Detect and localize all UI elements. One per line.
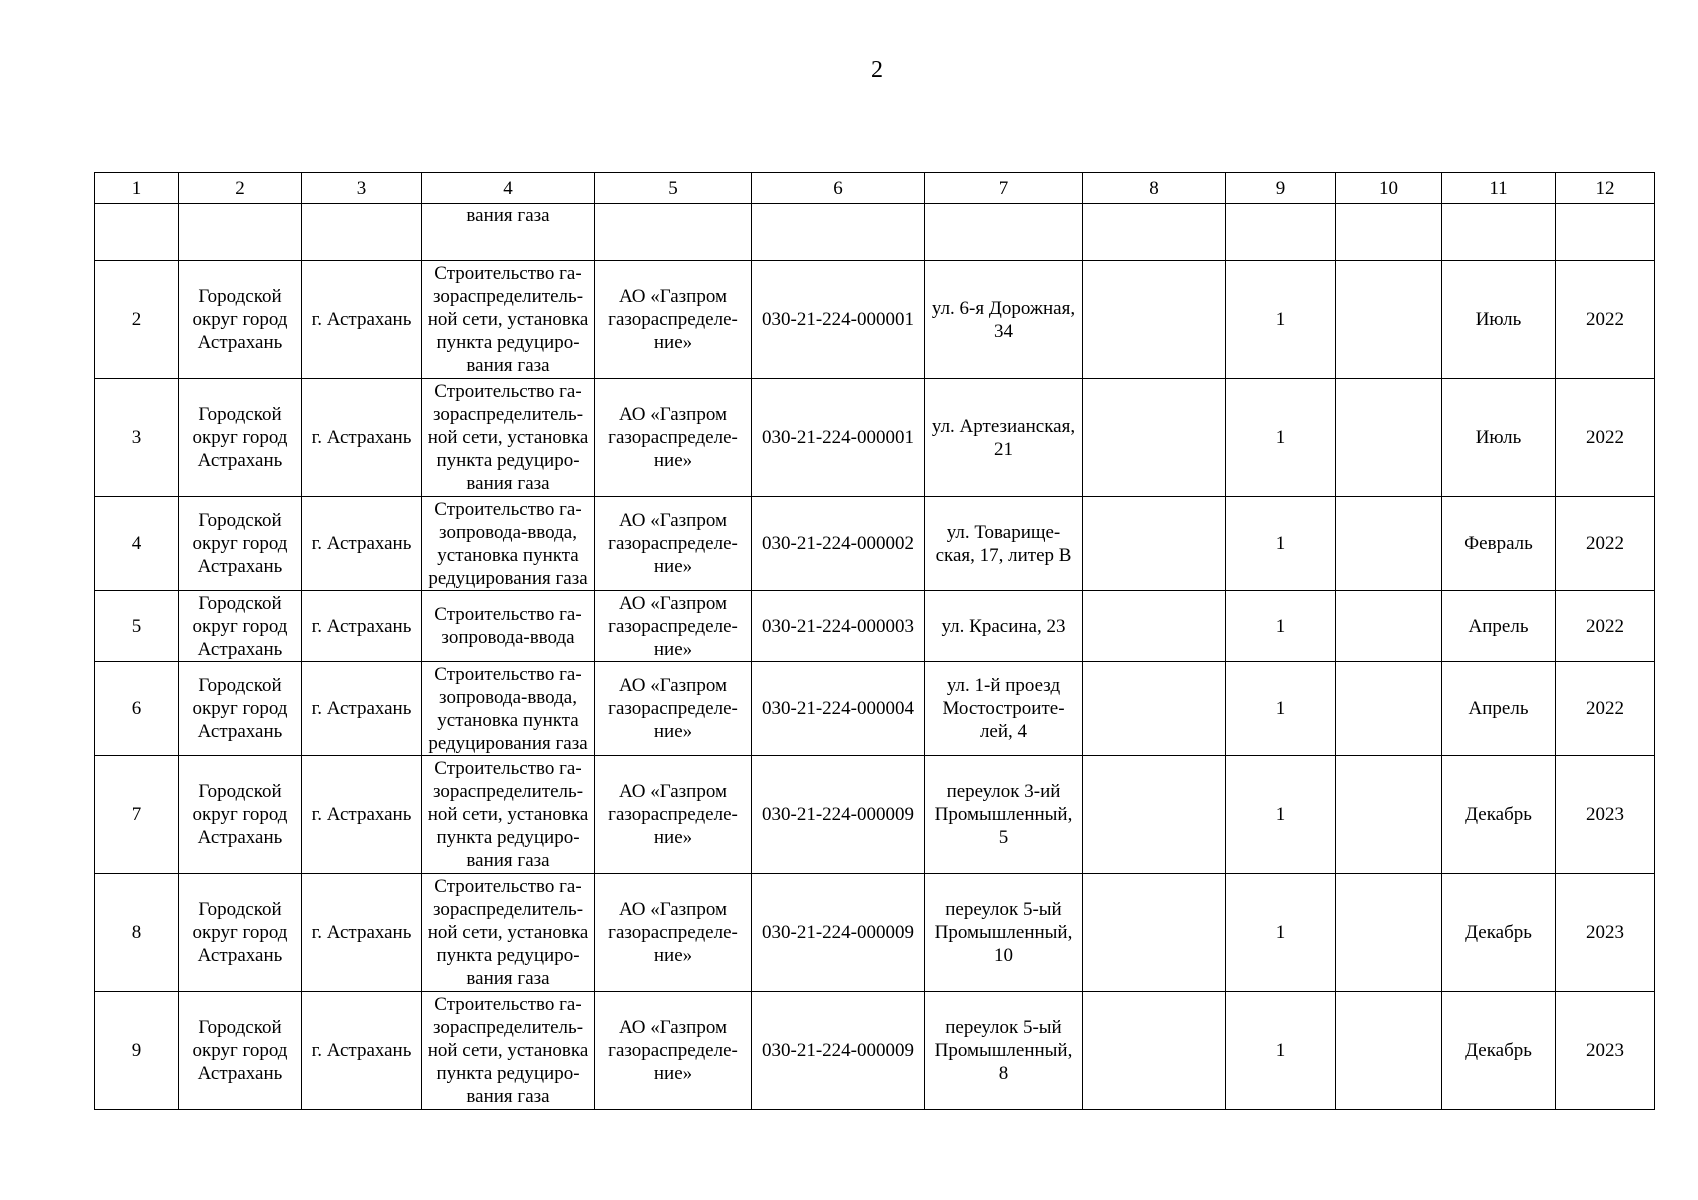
month-cell [1442,591,1556,662]
district-cell [179,662,302,756]
object-code-cell [752,874,925,992]
month-cell [1442,379,1556,497]
district-cell-text: Городской округ город Астрахань [192,510,288,577]
row-number-cell [95,756,179,874]
table-cell [752,204,925,261]
address-cell [925,591,1083,662]
district-cell [179,497,302,591]
work-description-cell [422,261,595,379]
city-cell [302,497,422,591]
work-description-cell [422,591,595,662]
row-number-cell [95,591,179,662]
organization-cell [595,874,752,992]
city-cell-text: г. Астрахань [311,615,412,637]
month-cell-text: Июль [1475,427,1522,448]
organization-cell-text: АО «Газпром газораспределе- ние» [608,781,738,848]
organization-cell [595,379,752,497]
continuation-row [95,204,1655,261]
column-number: 5 [595,173,752,204]
organization-cell-text: АО «Газпром газораспределе- ние» [608,899,738,966]
city-cell [302,874,422,992]
object-code-cell-text: 030-21-224-000004 [762,698,914,719]
work-description-cell [422,992,595,1110]
gas-objects-table [94,172,1655,1110]
column-number: 3 [302,173,422,204]
table-cell [1083,204,1226,261]
row-number-cell [95,992,179,1110]
row-number-cell-text: 2 [131,309,142,330]
district-cell [179,261,302,379]
city-cell [302,379,422,497]
column-10-cell [1336,591,1442,662]
organization-cell-text: АО «Газпром газораспределе- ние» [608,286,738,353]
table-row [95,756,1655,874]
district-cell-text: Городской округ город Астрахань [192,286,288,353]
organization-cell [595,591,752,662]
table-row [95,992,1655,1110]
year-cell [1556,874,1655,992]
address-cell-text: ул. 6-я Дорожная, 34 [931,297,1076,342]
year-cell-text: 2022 [1586,698,1624,719]
year-cell [1556,591,1655,662]
address-cell [925,992,1083,1110]
quantity-cell [1226,497,1336,591]
organization-cell [595,756,752,874]
table-cell [179,204,302,261]
district-cell-text: Городской округ город Астрахань [192,592,288,660]
object-code-cell-text: 030-21-224-000009 [762,804,914,825]
quantity-cell-text: 1 [1275,615,1286,637]
column-8-cell [1083,591,1226,662]
column-8-cell [1083,874,1226,992]
district-cell-text: Городской округ город Астрахань [192,899,288,966]
quantity-cell-text: 1 [1275,427,1286,448]
table-cell [95,204,179,261]
object-code-cell-text: 030-21-224-000003 [762,615,914,637]
table-row [95,379,1655,497]
column-10-cell [1336,497,1442,591]
work-description-cell-text: Строительство га- зораспределитель- ной сети, установка пункта редуциро- вания газа [427,381,589,494]
year-cell [1556,379,1655,497]
year-cell-text: 2023 [1586,922,1624,943]
quantity-cell-text: 1 [1275,922,1286,943]
column-number: 9 [1226,173,1336,204]
city-cell [302,662,422,756]
quantity-cell [1226,756,1336,874]
organization-cell [595,662,752,756]
column-8-cell [1083,379,1226,497]
row-number-cell-text: 4 [131,533,142,554]
year-cell-text: 2023 [1586,804,1624,825]
column-10-cell [1336,874,1442,992]
column-number: 1 [95,173,179,204]
organization-cell [595,497,752,591]
quantity-cell [1226,662,1336,756]
month-cell-text: Декабрь [1465,1040,1532,1061]
organization-cell-text: АО «Газпром газораспределе- ние» [608,675,738,742]
city-cell [302,261,422,379]
table-cell [1442,204,1556,261]
column-number-row [95,173,1655,204]
city-cell-text: г. Астрахань [311,1040,412,1061]
table-row [95,662,1655,756]
month-cell-text: Апрель [1468,615,1529,637]
address-cell-text: ул. Красина, 23 [941,615,1066,637]
organization-cell-text: АО «Газпром газораспределе- ние» [608,404,738,471]
year-cell [1556,497,1655,591]
work-description-cell-text: Строительство га- зопровода-ввода, установка пункта редуцирования газа [428,663,588,754]
work-description-cell-text: Строительство га- зораспределитель- ной сети, установка пункта редуциро- вания газа [427,758,589,871]
district-cell-text: Городской округ город Астрахань [192,675,288,742]
object-code-cell [752,992,925,1110]
quantity-cell [1226,992,1336,1110]
year-cell [1556,992,1655,1110]
address-cell [925,756,1083,874]
column-10-cell [1336,992,1442,1110]
table-row [95,591,1655,662]
object-code-cell [752,379,925,497]
table-row [95,497,1655,591]
column-number: 7 [925,173,1083,204]
organization-cell [595,261,752,379]
row-number-cell [95,874,179,992]
month-cell-text: Февраль [1464,533,1533,554]
address-cell [925,379,1083,497]
row-number-cell [95,662,179,756]
column-number: 4 [422,173,595,204]
year-cell [1556,261,1655,379]
year-cell [1556,662,1655,756]
object-code-cell [752,591,925,662]
row-number-cell-text: 3 [131,427,142,448]
table-cell [1556,204,1655,261]
table-cell [1226,204,1336,261]
column-8-cell [1083,756,1226,874]
address-cell [925,662,1083,756]
year-cell-text: 2022 [1586,427,1624,448]
address-cell [925,874,1083,992]
address-cell [925,261,1083,379]
year-cell-text: 2022 [1586,615,1624,637]
column-number: 11 [1442,173,1556,204]
table-cell [422,204,595,261]
address-cell-text: переулок 3-ий Промышленный, 5 [934,781,1073,848]
city-cell-text: г. Астрахань [311,309,412,330]
table-cell [595,204,752,261]
year-cell-text: 2023 [1586,1040,1624,1061]
quantity-cell [1226,379,1336,497]
month-cell [1442,874,1556,992]
city-cell-text: г. Астрахань [311,804,412,825]
organization-cell-text: АО «Газпром газораспределе- ние» [608,592,738,660]
object-code-cell-text: 030-21-224-000009 [762,922,914,943]
column-number: 6 [752,173,925,204]
object-code-cell-text: 030-21-224-000001 [762,427,914,448]
row-number-cell [95,379,179,497]
year-cell [1556,756,1655,874]
column-8-cell [1083,992,1226,1110]
quantity-cell-text: 1 [1275,309,1286,330]
work-description-cell [422,756,595,874]
quantity-cell [1226,591,1336,662]
column-10-cell [1336,756,1442,874]
district-cell [179,591,302,662]
table-row [95,874,1655,992]
quantity-cell-text: 1 [1275,698,1286,719]
city-cell [302,756,422,874]
column-8-cell [1083,662,1226,756]
month-cell [1442,662,1556,756]
object-code-cell [752,497,925,591]
row-number-cell-text: 5 [131,615,142,637]
column-8-cell [1083,261,1226,379]
organization-cell [595,992,752,1110]
work-description-cell [422,662,595,756]
table-cell [302,204,422,261]
city-cell-text: г. Астрахань [311,698,412,719]
district-cell-text: Городской округ город Астрахань [192,404,288,471]
object-code-cell [752,756,925,874]
city-cell-text: г. Астрахань [311,922,412,943]
work-description-cell-text: Строительство га- зопровода-ввода [434,604,582,648]
column-number: 10 [1336,173,1442,204]
work-description-cell [422,497,595,591]
district-cell [179,379,302,497]
object-code-cell [752,261,925,379]
quantity-cell [1226,261,1336,379]
column-number: 2 [179,173,302,204]
month-cell-text: Июль [1475,309,1522,330]
row-number-cell [95,261,179,379]
district-cell-text: Городской округ город Астрахань [192,781,288,848]
month-cell [1442,497,1556,591]
month-cell-text: Декабрь [1465,804,1532,825]
district-cell [179,874,302,992]
district-cell-text: Городской округ город Астрахань [192,1017,288,1084]
organization-cell-text: АО «Газпром газораспределе- ние» [608,510,738,577]
district-cell [179,756,302,874]
quantity-cell-text: 1 [1275,804,1286,825]
address-cell-text: ул. Артезианская, 21 [931,415,1076,460]
month-cell [1442,992,1556,1110]
work-description-cell [422,874,595,992]
city-cell [302,992,422,1110]
organization-cell-text: АО «Газпром газораспределе- ние» [608,1017,738,1084]
quantity-cell-text: 1 [1275,1040,1286,1061]
year-cell-text: 2022 [1586,533,1624,554]
work-description-cell [422,379,595,497]
quantity-cell [1226,874,1336,992]
row-number-cell-text: 6 [131,698,142,719]
month-cell [1442,756,1556,874]
row-number-cell [95,497,179,591]
month-cell-text: Декабрь [1465,922,1532,943]
district-cell [179,992,302,1110]
column-10-cell [1336,662,1442,756]
table-cell [925,204,1083,261]
month-cell-text: Апрель [1468,698,1529,719]
address-cell [925,497,1083,591]
work-description-cell-text: Строительство га- зораспределитель- ной сети, установка пункта редуциро- вания газа [427,263,589,376]
work-description-cell-text: Строительство га- зораспределитель- ной сети, установка пункта редуциро- вания газа [427,876,589,989]
object-code-cell [752,662,925,756]
work-description-cell-text: Строительство га- зораспределитель- ной сети, установка пункта редуциро- вания газа [427,994,589,1107]
work-description-cell-text: Строительство га- зопровода-ввода, установка пункта редуцирования газа [428,498,588,589]
object-code-cell-text: 030-21-224-000002 [762,533,914,554]
table-cell [1336,204,1442,261]
column-8-cell [1083,497,1226,591]
address-cell-text: переулок 5-ый Промышленный, 10 [934,899,1073,966]
year-cell-text: 2022 [1586,309,1624,330]
column-10-cell [1336,379,1442,497]
city-cell-text: г. Астрахань [311,427,412,448]
column-number: 8 [1083,173,1226,204]
page-number: 2 [871,57,883,83]
column-number: 12 [1556,173,1655,204]
table-row [95,261,1655,379]
object-code-cell-text: 030-21-224-000001 [762,309,914,330]
row-number-cell-text: 7 [131,804,142,825]
city-cell [302,591,422,662]
city-cell-text: г. Астрахань [311,533,412,554]
row-number-cell-text: 8 [131,922,142,943]
row-number-cell-text: 9 [131,1040,142,1061]
month-cell [1442,261,1556,379]
continuation-text: вания газа [466,205,550,226]
object-code-cell-text: 030-21-224-000009 [762,1040,914,1061]
address-cell-text: ул. 1-й проезд Мостостроите- лей, 4 [942,675,1065,742]
quantity-cell-text: 1 [1275,533,1286,554]
address-cell-text: переулок 5-ый Промышленный, 8 [934,1017,1073,1084]
column-10-cell [1336,261,1442,379]
address-cell-text: ул. Товарище- ская, 17, литер В [935,521,1072,566]
